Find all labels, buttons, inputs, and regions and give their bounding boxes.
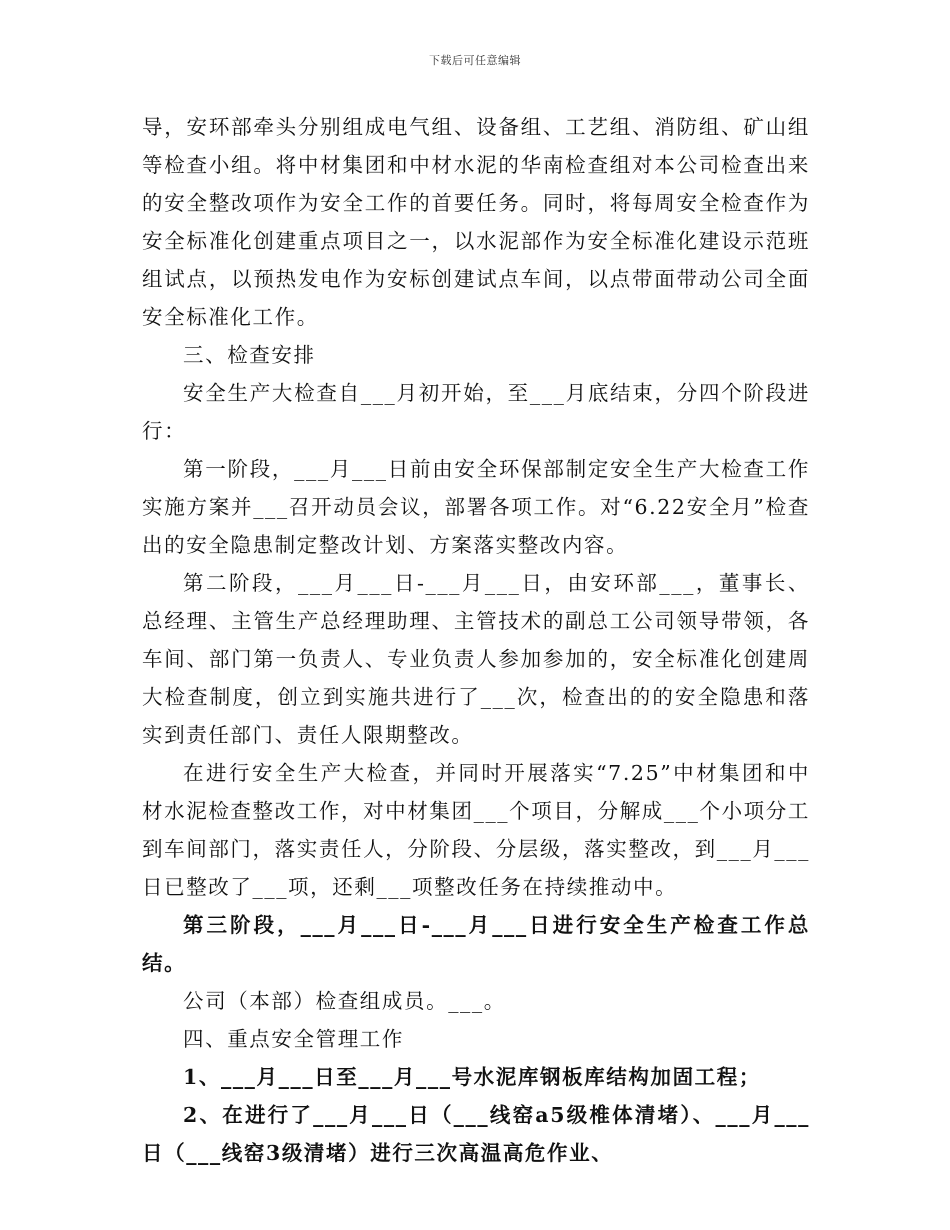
list-item-2: 2、在进行了___月___日（___线窑a5级椎体清堵）、___月___日（___线窑3级清堵）进行三次高温高危作业、 <box>142 1103 810 1165</box>
paragraph-schedule: 安全生产大检查自___月初开始，至___月底结束，分四个阶段进行： <box>142 381 810 443</box>
paragraph-intro: 导，安环部牵头分别组成电气组、设备组、工艺组、消防组、矿山组等检查小组。将中材集团和中材水泥的华南检查组对本公司检查出来的安全整改项作为安全工作的首要任务。同时，将每周安全检查作为安全标准化创建重点项目之一，以水泥部作为安全标准化建设示范班组试点，以预热发电作为安标创建试点车间，以点带面带动公司全面安全标准化工作。 <box>142 115 810 329</box>
paragraph-stage-two: 第二阶段，___月___日-___月___日，由安环部___，董事长、总经理、主管生产总经理助理、主管技术的副总工公司领导带领，各车间、部门第一负责人、专业负责人参加参加的，安全标准化创建周大检查制度，创立到实施共进行了___次，检查出的的安全隐患和落实到责任部门、责任人限期整改。 <box>142 571 810 747</box>
paragraph-stage-one: 第一阶段，___月___日前由安全环保部制定安全生产大检查工作实施方案并___召开动员会议，部署各项工作。对“6.22安全月”检查出的安全隐患制定整改计划、方案落实整改内容。 <box>142 457 810 557</box>
paragraph-team-members: 公司（本部）检查组成员。___。 <box>183 989 506 1013</box>
section-heading-key-safety-work: 四、重点安全管理工作 <box>183 1027 404 1051</box>
list-item-1: 1、___月___日至___月___号水泥库钢板库结构加固工程； <box>183 1065 761 1089</box>
paragraph-stage-three: 第三阶段，___月___日-___月___日进行安全生产检查工作总结。 <box>142 913 810 975</box>
page-header: 下载后可任意编辑 <box>429 54 521 67</box>
document-body <box>142 108 810 1172</box>
paragraph-rectification: 在进行安全生产大检查，并同时开展落实“7.25”中材集团和中材水泥检查整改工作，对中材集团___个项目，分解成___个小项分工到车间部门，落实责任人，分阶段、分层级，落实整改，到___月___日已整改了___项，还剩___项整改任务在持续推动中。 <box>142 761 810 899</box>
section-heading-inspection-arrangement: 三、检查安排 <box>183 343 316 367</box>
